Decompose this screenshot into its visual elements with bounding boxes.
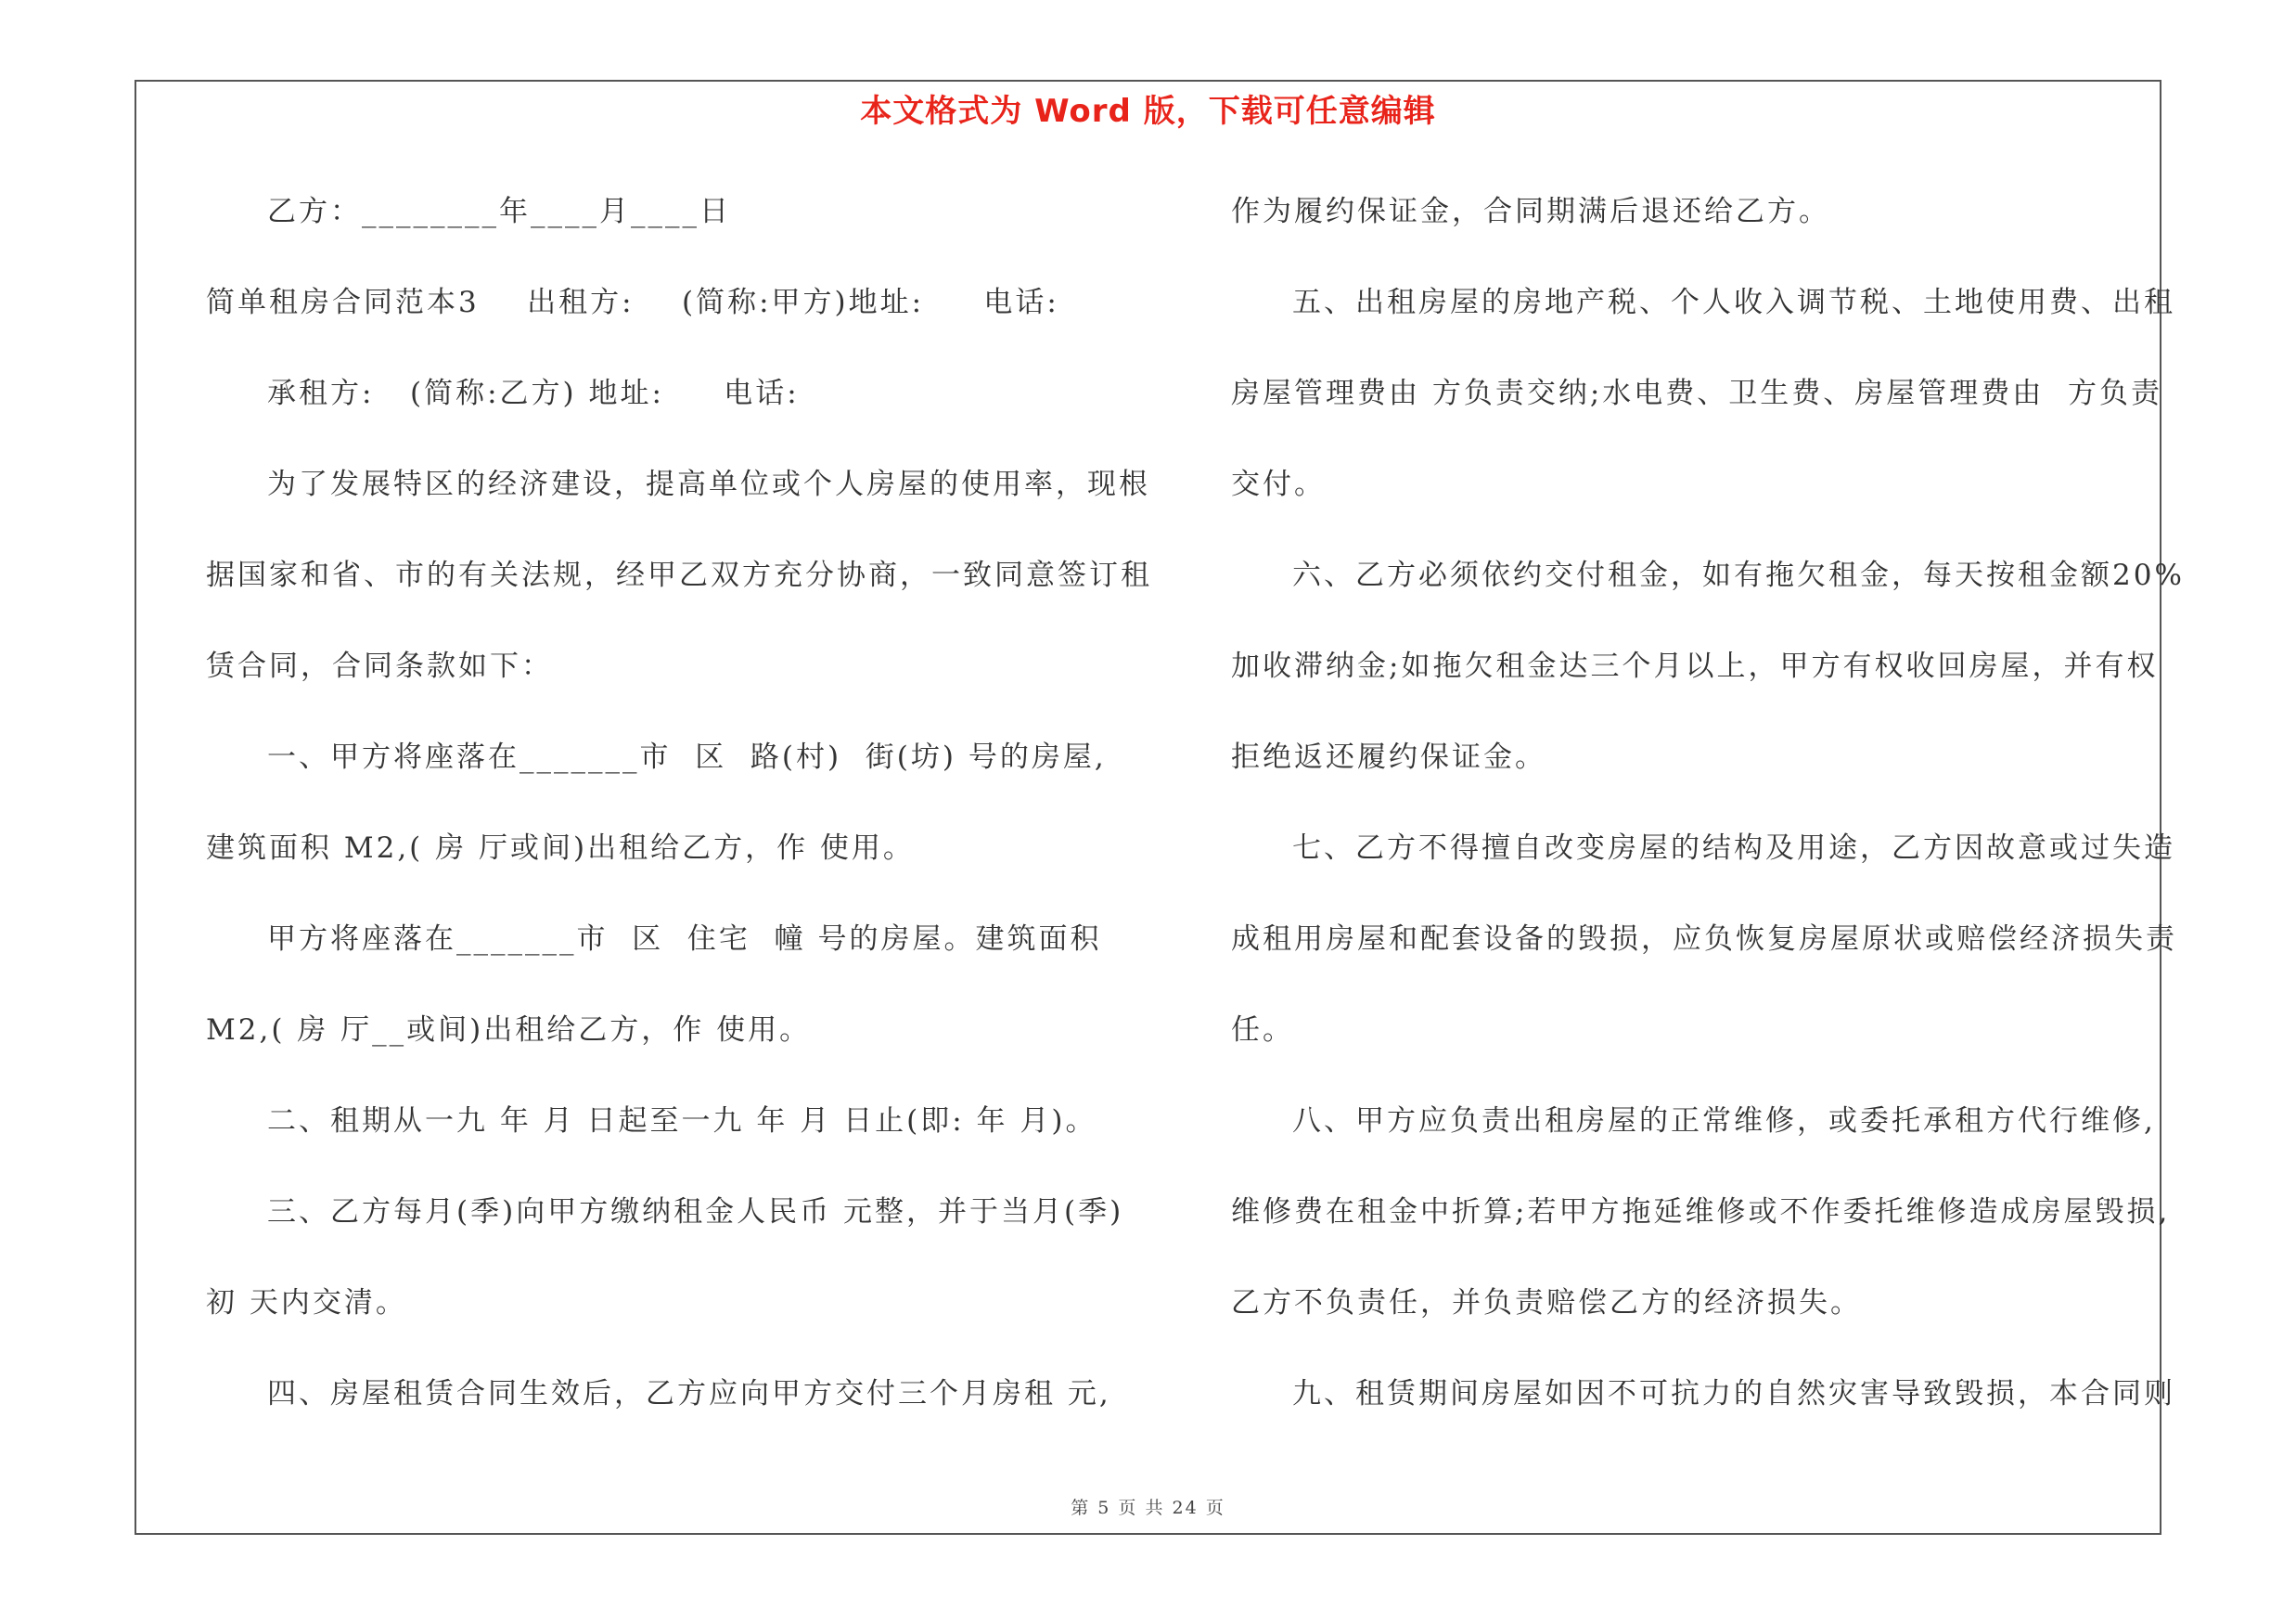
- text-line: 拒绝返还履约保证金。: [1231, 741, 1546, 774]
- text-line: 房屋管理费由 方负责交纳;水电费、卫生费、房屋管理费由 方负责: [1231, 377, 2163, 410]
- text-line: 作为履约保证金，合同期满后退还给乙方。: [1231, 195, 1830, 228]
- text-line: 维修费在租金中折算;若甲方拖延维修或不作委托维修造成房屋毁损,: [1231, 1195, 2171, 1229]
- text-line: 简单租房合同范本3 出租方: (简称:甲方)地址: 电话:: [206, 286, 1059, 319]
- text-line: 初 天内交清。: [206, 1286, 407, 1320]
- text-line: 任。: [1231, 1013, 1294, 1047]
- text-line: 成租用房屋和配套设备的毁损，应负恢复房屋原状或赔偿经济损失责: [1231, 922, 2177, 956]
- word-format-banner: 本文格式为 Word 版，下载可任意编辑: [860, 93, 1436, 130]
- page-number-footer: 第 5 页 共 24 页: [1071, 1498, 1225, 1518]
- left-text-column: [206, 184, 1152, 1457]
- text-line: 五、出租房屋的房地产税、个人收入调节税、土地使用费、出租: [1292, 286, 2175, 319]
- text-line: 八、甲方应负责出租房屋的正常维修，或委托承租方代行维修,: [1292, 1104, 2156, 1138]
- text-line: M2,( 房 厅__或间)出租给乙方，作 使用。: [206, 1013, 812, 1047]
- right-text-column: [1231, 184, 2185, 1457]
- text-line: 交付。: [1231, 468, 1326, 501]
- text-line: 建筑面积 M2,( 房 厅或间)出租给乙方，作 使用。: [206, 831, 915, 865]
- text-line: 一、甲方将座落在_______市 区 路(村) 街(坊) 号的房屋,: [267, 741, 1107, 774]
- text-line: 六、乙方必须依约交付租金，如有拖欠租金，每天按租金额20%: [1292, 559, 2185, 592]
- text-line: 二、租期从一九 年 月 日起至一九 年 月 日止(即: 年 月)。: [267, 1104, 1097, 1138]
- text-line: 承租方: (简称:乙方) 地址: 电话:: [267, 377, 800, 410]
- text-line: 四、房屋租赁合同生效后，乙方应向甲方交付三个月房租 元,: [267, 1377, 1111, 1410]
- text-line: 乙方不负责任，并负责赔偿乙方的经济损失。: [1231, 1286, 1862, 1320]
- text-line: 加收滞纳金;如拖欠租金达三个月以上，甲方有权收回房屋，并有权: [1231, 650, 2159, 683]
- text-line: 乙方：________年____月____日: [267, 195, 731, 228]
- text-line: 赁合同，合同条款如下：: [206, 650, 553, 683]
- text-line: 七、乙方不得擅自改变房屋的结构及用途，乙方因故意或过失造: [1292, 831, 2175, 865]
- text-line: 三、乙方每月(季)向甲方缴纳租金人民币 元整，并于当月(季): [267, 1195, 1124, 1229]
- text-line: 九、租赁期间房屋如因不可抗力的自然灾害导致毁损，本合同则: [1292, 1377, 2175, 1410]
- text-line: 据国家和省、市的有关法规，经甲乙双方充分协商，一致同意签订租: [206, 559, 1152, 592]
- text-line: 为了发展特区的经济建设，提高单位或个人房屋的使用率，现根: [267, 468, 1150, 501]
- text-line: 甲方将座落在_______市 区 住宅 幢 号的房屋。建筑面积: [267, 922, 1102, 956]
